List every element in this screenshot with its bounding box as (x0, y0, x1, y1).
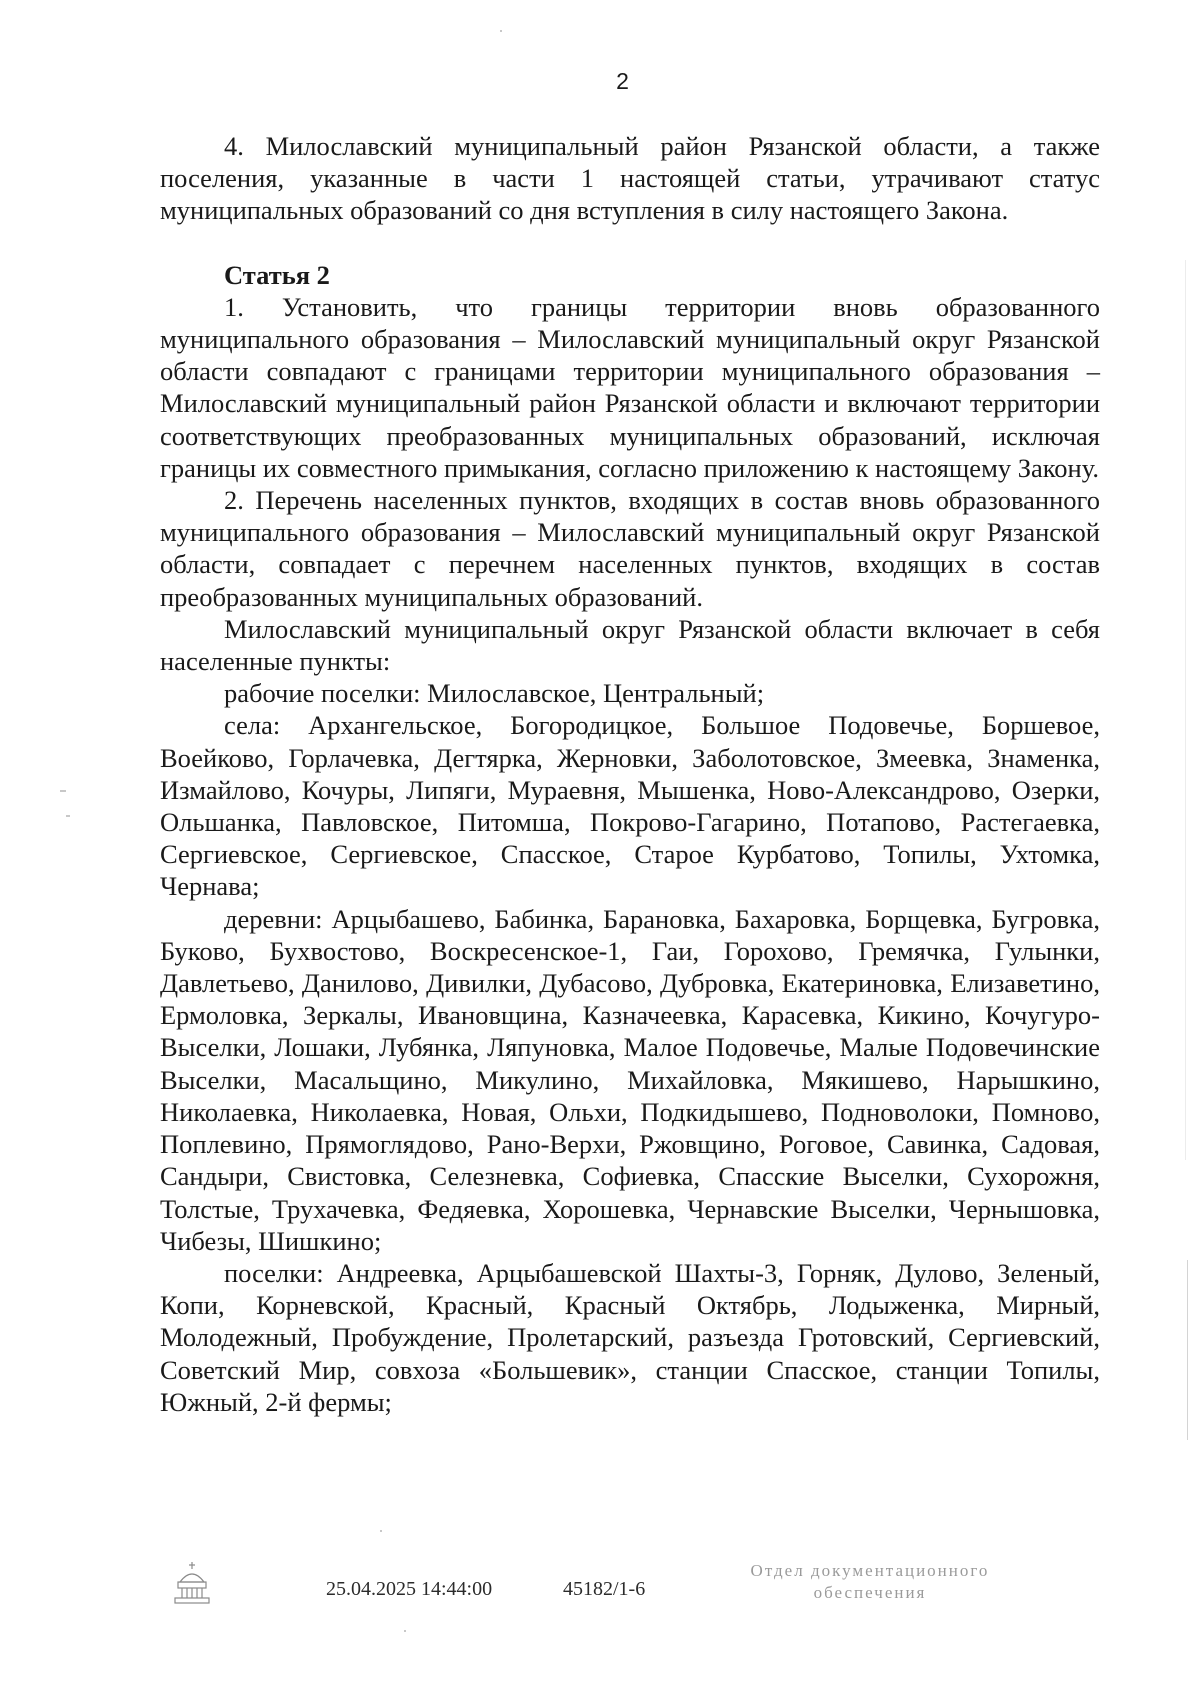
footer-registration-number: 45182/1-6 (563, 1578, 646, 1600)
department-stamp (700, 1560, 1040, 1604)
page-number: 2 (616, 68, 629, 94)
page-footer (0, 1560, 1200, 1620)
scan-artifact (404, 1630, 406, 1632)
scan-artifact (60, 790, 66, 792)
paragraph-article2-list-intro: Милославский муниципальный округ Рязанской области включает в себя населенные пункты: (160, 613, 1100, 677)
scan-artifact (66, 815, 70, 817)
document-body (160, 130, 1100, 1418)
stamp-line-2: обеспечения (813, 1583, 927, 1602)
list-villages-sela: села: Архангельское, Богородицкое, Большое Подовечье, Боршевое, Воейково, Горлачевка, Дегтярка, Жерновки, Заболотовское, Змеевка, Знаменка, Измайлово, Кочуры, Липяги, Мураевня, Мышенка, Ново-Александрово, Озерки, Ольшанка, Павловское, Питомша, Покрово-Гагарино, Потапово, Растегаевка, Сергиевское, Сергиевское, Спасское, Старое Курбатово, Топилы, Ухтомка, Чернава; (160, 710, 1100, 902)
article-heading: Статья 2 (224, 259, 330, 290)
list-villages-derevni: деревни: Арцыбашево, Бабинка, Барановка, Бахаровка, Борщевка, Бугровка, Буково, Бухвостово, Воскресенское-1, Гаи, Горохово, Гремячка, Гулынки, Давлетьево, Данилово, Дивилки, Дубасово, Дубровка, Екатериновка, Елизаветино, Ермоловка, Зеркалы, Ивановщина, Казначеевка, Карасевка, Кикино, Кочугуро-Выселки, Лошаки, Лубянка, Ляпуновка, Малое Подовечье, Малые Подовечинские Выселки, Масальщино, Микулино, Михайловка, Мякишево, Нарышкино, Николаевка, Николаевка, Новая, Ольхи, Подкидышево, Подноволоки, Помново, Поплевино, Прямоглядово, Рано-Верхи, Ржовщино, Роговое, Савинка, Садовая, Сандыри, Свистовка, Селезневка, Софиевка, Спасские Выселки, Сухорожня, Толстые, Трухачевка, Федяевка, Хорошевка, Чернавские Выселки, Чернышовка, Чибезы, Шишкино; (160, 903, 1100, 1256)
scan-artifact (500, 30, 502, 32)
scan-artifact (1185, 260, 1186, 1160)
coat-of-arms-icon (172, 1560, 212, 1606)
stamp-line-1: Отдел документационного (750, 1561, 990, 1580)
scan-artifact (1187, 1260, 1188, 1440)
list-settlements-poselki: поселки: Андреевка, Арцыбашевской Шахты-3, Горняк, Дулово, Зеленый, Копи, Корневской, Красный, Красный Октябрь, Лодыженка, Мирный, Молодежный, Пробуждение, Пролетарский, разъезда Гротовский, Сергиевский, Советский Мир, совхоза «Большевик», станции Спасское, станции Топилы, Южный, 2-й фермы; (160, 1257, 1100, 1417)
footer-datetime: 25.04.2025 14:44:00 (326, 1578, 493, 1600)
scan-artifact (380, 1530, 382, 1532)
paragraph-article2-part-1: 1. Установить, что границы территории вновь образованного муниципального образования – Милославский муниципальный округ Рязанской области совпадают с границами территории муниципального образования – Милославский муниципальный район Рязанской области и включают территории соответствующих преобразованных муниципальных образований, исключая границы их совместного примыкания, согласно приложению к настоящему Закону. (160, 291, 1100, 483)
paragraph-article2-part-2: 2. Перечень населенных пунктов, входящих в состав вновь образованного муниципального образования – Милославский муниципальный округ Рязанской области, совпадает с перечнем населенных пунктов, входящих в состав преобразованных муниципальных образований. (160, 485, 1100, 612)
list-workers-settlements: рабочие поселки: Милославское, Центральный; (224, 678, 765, 709)
paragraph-part-4: 4. Милославский муниципальный район Рязанской области, а также поселения, указанные в части 1 настоящей статьи, утрачивают статус муниципальных образований со дня вступления в силу настоящего Закона. (160, 131, 1100, 226)
